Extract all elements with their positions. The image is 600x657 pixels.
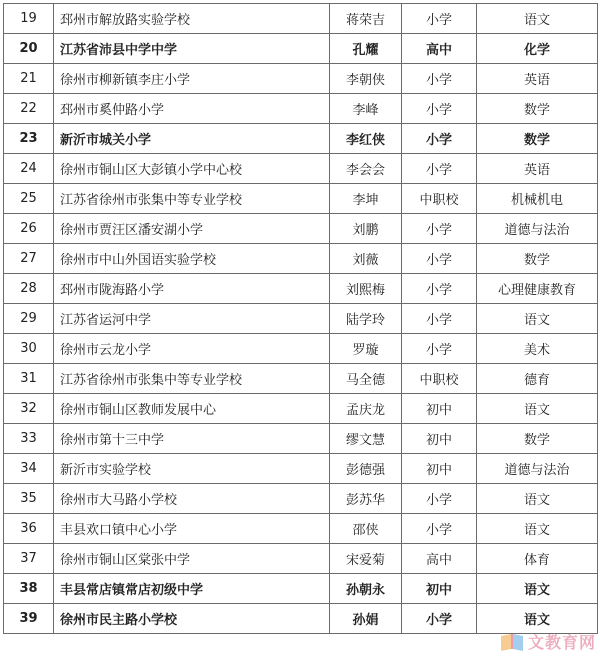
row-number-cell: 37 [4,544,54,574]
school-name-cell: 徐州市铜山区教师发展中心 [54,394,330,424]
table-row [4,394,598,424]
subject-cell: 美术 [477,334,598,364]
school-level-cell: 小学 [402,124,477,154]
table-row [4,34,598,64]
school-level-cell: 初中 [402,394,477,424]
subject-cell: 语文 [477,574,598,604]
table-row [4,544,598,574]
table-row [4,574,598,604]
school-name-cell: 徐州市大马路小学校 [54,484,330,514]
subject-cell: 机械机电 [477,184,598,214]
watermark-text: 文教育网 [527,633,596,652]
school-level-cell: 中职校 [402,364,477,394]
table-row [4,244,598,274]
teacher-name-cell: 宋爱菊 [330,544,402,574]
school-level-cell: 小学 [402,214,477,244]
school-level-cell: 初中 [402,424,477,454]
school-name-cell: 江苏省徐州市张集中等专业学校 [54,364,330,394]
subject-cell: 英语 [477,154,598,184]
subject-cell: 语文 [477,304,598,334]
row-number-cell: 20 [4,34,54,64]
school-name-cell: 江苏省运河中学 [54,304,330,334]
subject-cell: 心理健康教育 [477,274,598,304]
school-name-cell: 徐州市贾汪区潘安湖小学 [54,214,330,244]
row-number-cell: 28 [4,274,54,304]
teacher-name-cell: 邵侠 [330,514,402,544]
roster-body [4,4,598,634]
teacher-name-cell: 孙娟 [330,604,402,634]
table-row [4,514,598,544]
school-level-cell: 小学 [402,244,477,274]
subject-cell: 语文 [477,4,598,34]
table-row [4,274,598,304]
school-level-cell: 小学 [402,514,477,544]
school-level-cell: 小学 [402,604,477,634]
subject-cell: 数学 [477,124,598,154]
school-name-cell: 徐州市中山外国语实验学校 [54,244,330,274]
table-row [4,604,598,634]
teacher-name-cell: 蒋荣吉 [330,4,402,34]
table-row [4,4,598,34]
teacher-name-cell: 缪文慧 [330,424,402,454]
table-row [4,364,598,394]
school-name-cell: 徐州市云龙小学 [54,334,330,364]
school-level-cell: 小学 [402,94,477,124]
row-number-cell: 26 [4,214,54,244]
row-number-cell: 25 [4,184,54,214]
row-number-cell: 24 [4,154,54,184]
row-number-cell: 27 [4,244,54,274]
subject-cell: 英语 [477,64,598,94]
subject-cell: 语文 [477,514,598,544]
row-number-cell: 32 [4,394,54,424]
school-name-cell: 邳州市陇海路小学 [54,274,330,304]
teacher-name-cell: 孙朝永 [330,574,402,604]
row-number-cell: 35 [4,484,54,514]
school-level-cell: 初中 [402,574,477,604]
teacher-name-cell: 彭德强 [330,454,402,484]
teacher-name-cell: 李坤 [330,184,402,214]
table-row [4,424,598,454]
row-number-cell: 29 [4,304,54,334]
table-row [4,94,598,124]
school-name-cell: 丰县欢口镇中心小学 [54,514,330,544]
table-row [4,304,598,334]
teacher-name-cell: 彭苏华 [330,484,402,514]
school-name-cell: 邳州市奚仲路小学 [54,94,330,124]
row-number-cell: 33 [4,424,54,454]
teacher-name-cell: 孔耀 [330,34,402,64]
subject-cell: 语文 [477,604,598,634]
table-row [4,124,598,154]
row-number-cell: 31 [4,364,54,394]
table-row [4,334,598,364]
teacher-name-cell: 刘薇 [330,244,402,274]
row-number-cell: 36 [4,514,54,544]
table-row [4,154,598,184]
subject-cell: 化学 [477,34,598,64]
table-row [4,214,598,244]
teacher-name-cell: 李峰 [330,94,402,124]
school-name-cell: 丰县常店镇常店初级中学 [54,574,330,604]
roster-table [3,3,598,634]
teacher-name-cell: 马全德 [330,364,402,394]
school-name-cell: 徐州市铜山区大彭镇小学中心校 [54,154,330,184]
subject-cell: 数学 [477,244,598,274]
school-level-cell: 小学 [402,64,477,94]
teacher-name-cell: 陆学玲 [330,304,402,334]
subject-cell: 德育 [477,364,598,394]
school-name-cell: 徐州市铜山区棠张中学 [54,544,330,574]
teacher-name-cell: 刘鹏 [330,214,402,244]
school-level-cell: 高中 [402,544,477,574]
school-level-cell: 小学 [402,274,477,304]
school-name-cell: 徐州市民主路小学校 [54,604,330,634]
teacher-name-cell: 孟庆龙 [330,394,402,424]
school-name-cell: 江苏省沛县中学中学 [54,34,330,64]
school-name-cell: 徐州市柳新镇李庄小学 [54,64,330,94]
table-row [4,64,598,94]
school-name-cell: 新沂市实验学校 [54,454,330,484]
teacher-name-cell: 李朝侠 [330,64,402,94]
school-level-cell: 小学 [402,154,477,184]
school-level-cell: 中职校 [402,184,477,214]
teacher-name-cell: 刘熙梅 [330,274,402,304]
row-number-cell: 38 [4,574,54,604]
row-number-cell: 22 [4,94,54,124]
table-row [4,454,598,484]
school-name-cell: 邳州市解放路实验学校 [54,4,330,34]
school-level-cell: 高中 [402,34,477,64]
row-number-cell: 34 [4,454,54,484]
school-name-cell: 江苏省徐州市张集中等专业学校 [54,184,330,214]
subject-cell: 语文 [477,484,598,514]
teacher-name-cell: 罗璇 [330,334,402,364]
school-level-cell: 小学 [402,484,477,514]
book-logo-icon [499,631,525,653]
school-level-cell: 小学 [402,334,477,364]
school-name-cell: 徐州市第十三中学 [54,424,330,454]
subject-cell: 道德与法治 [477,454,598,484]
row-number-cell: 39 [4,604,54,634]
school-level-cell: 小学 [402,304,477,334]
school-level-cell: 小学 [402,4,477,34]
subject-cell: 体育 [477,544,598,574]
table-row [4,184,598,214]
subject-cell: 数学 [477,424,598,454]
row-number-cell: 21 [4,64,54,94]
teacher-name-cell: 李会会 [330,154,402,184]
row-number-cell: 19 [4,4,54,34]
teacher-name-cell: 李红侠 [330,124,402,154]
row-number-cell: 30 [4,334,54,364]
row-number-cell: 23 [4,124,54,154]
school-name-cell: 新沂市城关小学 [54,124,330,154]
subject-cell: 语文 [477,394,598,424]
subject-cell: 道德与法治 [477,214,598,244]
subject-cell: 数学 [477,94,598,124]
watermark [499,630,596,653]
school-level-cell: 初中 [402,454,477,484]
table-row [4,484,598,514]
